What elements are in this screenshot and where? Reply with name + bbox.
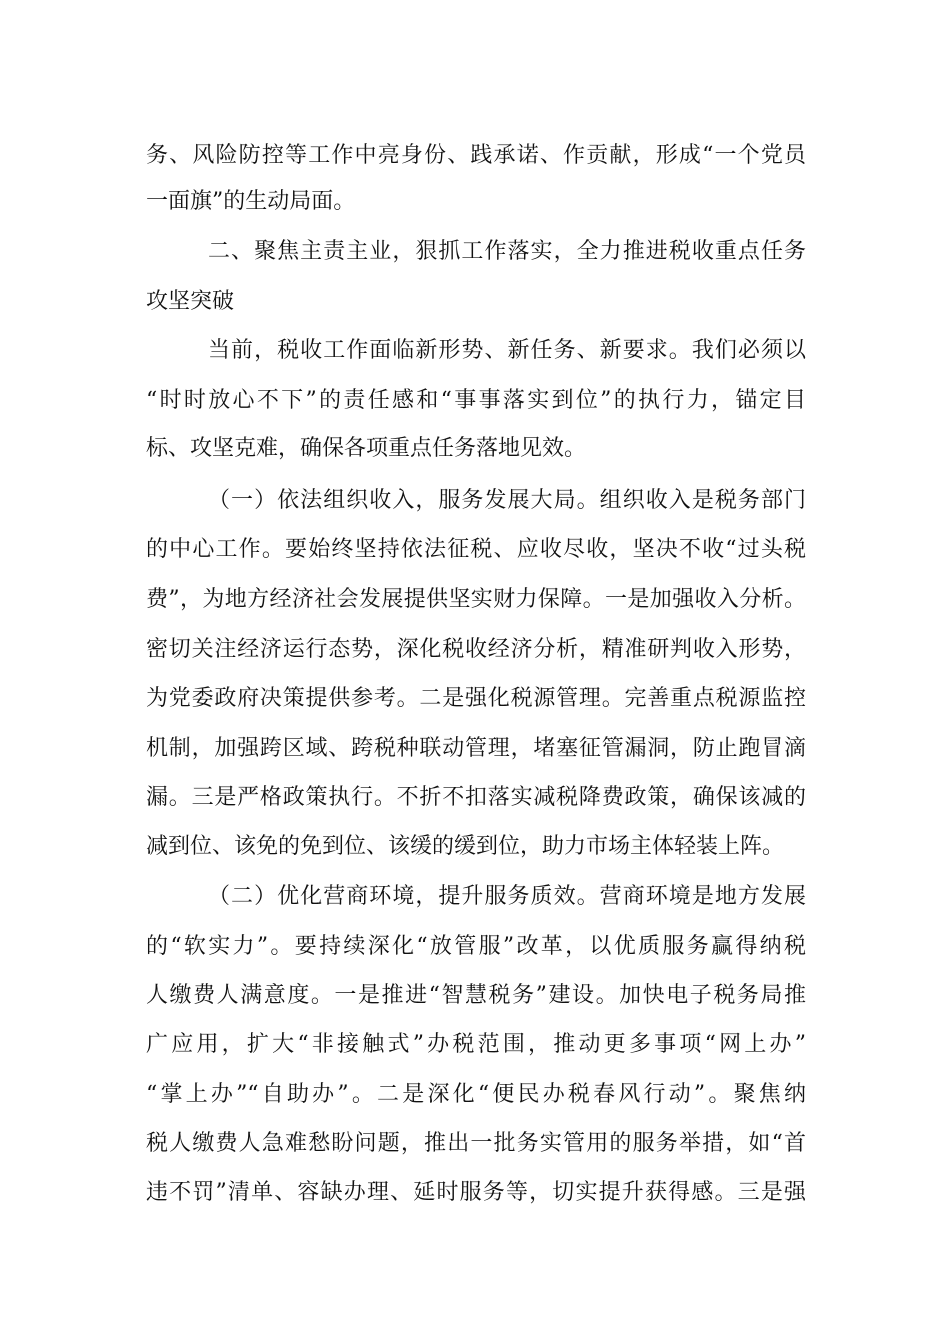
section-heading-line: 攻坚突破: [146, 289, 235, 314]
text-line: 密切关注经济运行态势，深化税收经济分析，精准研判收入形势，: [146, 637, 806, 662]
text-line: “掌上办”“自助办”。二是深化“便民办税春风行动”。聚焦纳: [146, 1082, 806, 1107]
text-line: 的“软实力”。要持续深化“放管服”改革，以优质服务赢得纳税: [146, 934, 806, 959]
text-line: 机制，加强跨区域、跨税种联动管理，堵塞征管漏洞，防止跑冒滴: [146, 736, 806, 761]
text-line: （一）依法组织收入，服务发展大局。组织收入是税务部门: [208, 488, 806, 513]
text-line: 费”，为地方经济社会发展提供坚实财力保障。一是加强收入分析。: [146, 587, 806, 612]
text-line: 广应用，扩大“非接触式”办税范围，推动更多事项“网上办”: [146, 1032, 806, 1057]
text-line: 违不罚”清单、容缺办理、延时服务等，切实提升获得感。三是强: [146, 1180, 806, 1205]
text-line: 标、攻坚克难，确保各项重点任务落地见效。: [146, 436, 587, 461]
section-heading-line: 二、聚焦主责主业，狠抓工作落实，全力推进税收重点任务: [208, 239, 806, 264]
text-line: 当前，税收工作面临新形势、新任务、新要求。我们必须以: [208, 338, 806, 363]
text-line: 人缴费人满意度。一是推进“智慧税务”建设。加快电子税务局推: [146, 983, 806, 1008]
text-line: 漏。三是严格政策执行。不折不扣落实减税降费政策，确保该减的: [146, 785, 806, 810]
text-line: “时时放心不下”的责任感和“事事落实到位”的执行力，锚定目: [146, 388, 806, 413]
text-line: 一面旗”的生动局面。: [146, 189, 356, 214]
text-line: 税人缴费人急难愁盼问题，推出一批务实管用的服务举措，如“首: [146, 1131, 806, 1156]
text-line: （二）优化营商环境，提升服务质效。营商环境是地方发展: [208, 884, 806, 909]
text-line: 的中心工作。要始终坚持依法征税、应收尽收，坚决不收“过头税: [146, 537, 806, 562]
text-line: 务、风险防控等工作中亮身份、践承诺、作贡献，形成“一个党员: [146, 143, 806, 168]
text-line: 为党委政府决策提供参考。二是强化税源管理。完善重点税源监控: [146, 686, 806, 711]
text-line: 减到位、该免的免到位、该缓的缓到位，助力市场主体轻装上阵。: [146, 834, 785, 859]
